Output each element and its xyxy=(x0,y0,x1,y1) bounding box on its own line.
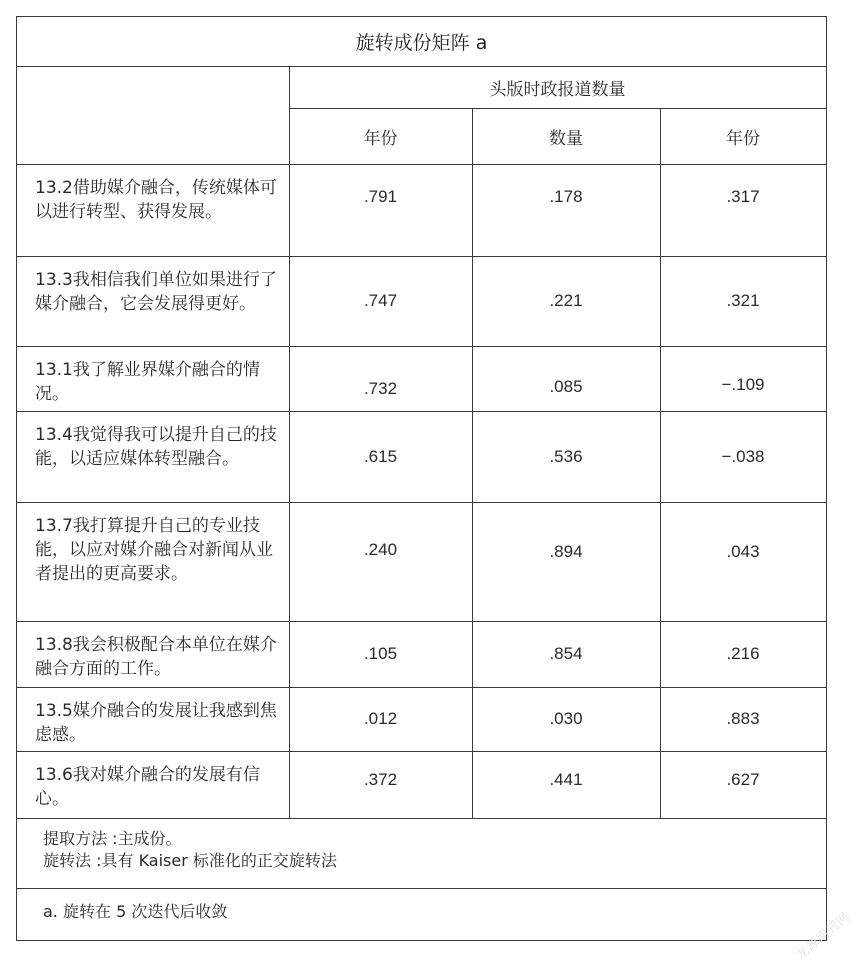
row-label: 13.6我对媒介融合的发展有信心。 xyxy=(35,765,260,809)
row-value: .216 xyxy=(726,644,760,663)
footnote: a. 旋转在 5 次迭代后收敛 xyxy=(43,902,228,921)
row-value: .321 xyxy=(726,291,760,310)
row-label: 13.7我打算提升自己的专业技能，以应对媒介融合对新闻从业者提出的更高要求。 xyxy=(35,516,273,584)
row-value: .894 xyxy=(549,542,583,561)
row-label: 13.8我会积极配合本单位在媒介融合方面的工作。 xyxy=(35,635,277,679)
extraction-method-note: 提取方法 :主成份。 xyxy=(43,829,182,848)
row-value: .043 xyxy=(726,542,760,561)
column-header-3: 年份 xyxy=(726,128,760,149)
row-value: .085 xyxy=(549,376,583,396)
row-value: .105 xyxy=(363,644,398,663)
watermark: 龙源期刊网 xyxy=(793,909,853,963)
row-label: 13.5媒介融合的发展让我感到焦虑感。 xyxy=(35,701,277,745)
row-value: .317 xyxy=(726,187,760,206)
row-label: 13.1我了解业界媒介融合的情况。 xyxy=(35,360,260,404)
row-value: .030 xyxy=(549,709,583,728)
row-value: .615 xyxy=(363,446,398,466)
row-value: .221 xyxy=(549,291,583,310)
row-value: .441 xyxy=(549,770,583,789)
row-label: 13.2借助媒介融合，传统媒体可以进行转型、获得发展。 xyxy=(35,178,277,222)
row-value: .627 xyxy=(726,770,760,789)
row-value: .536 xyxy=(549,446,583,466)
rotated-component-matrix-table xyxy=(16,16,827,941)
column-header-2: 数量 xyxy=(549,128,583,149)
row-value: .178 xyxy=(549,187,583,206)
row-value: .012 xyxy=(363,709,398,728)
divider xyxy=(17,818,826,819)
row-value: .854 xyxy=(549,644,583,663)
divider xyxy=(17,888,826,889)
rotation-method-note: 旋转法 :具有 Kaiser 标准化的正交旋转法 xyxy=(43,851,337,870)
row-value: .883 xyxy=(726,709,760,728)
row-label: 13.4我觉得我可以提升自己的技能，以适应媒体转型融合。 xyxy=(35,425,277,469)
group-header: 头版时政报道数量 xyxy=(489,79,626,100)
row-value: .791 xyxy=(363,187,398,206)
column-header-1: 年份 xyxy=(363,128,398,149)
row-value: −.109 xyxy=(721,374,765,394)
row-value: .732 xyxy=(363,378,398,398)
row-value: .240 xyxy=(363,540,398,559)
row-value: .747 xyxy=(363,291,398,310)
row-label: 13.3我相信我们单位如果进行了媒介融合，它会发展得更好。 xyxy=(35,270,277,314)
table-title: 旋转成份矩阵 a xyxy=(355,32,488,54)
row-value: −.038 xyxy=(721,446,765,466)
row-value: .372 xyxy=(363,770,398,789)
